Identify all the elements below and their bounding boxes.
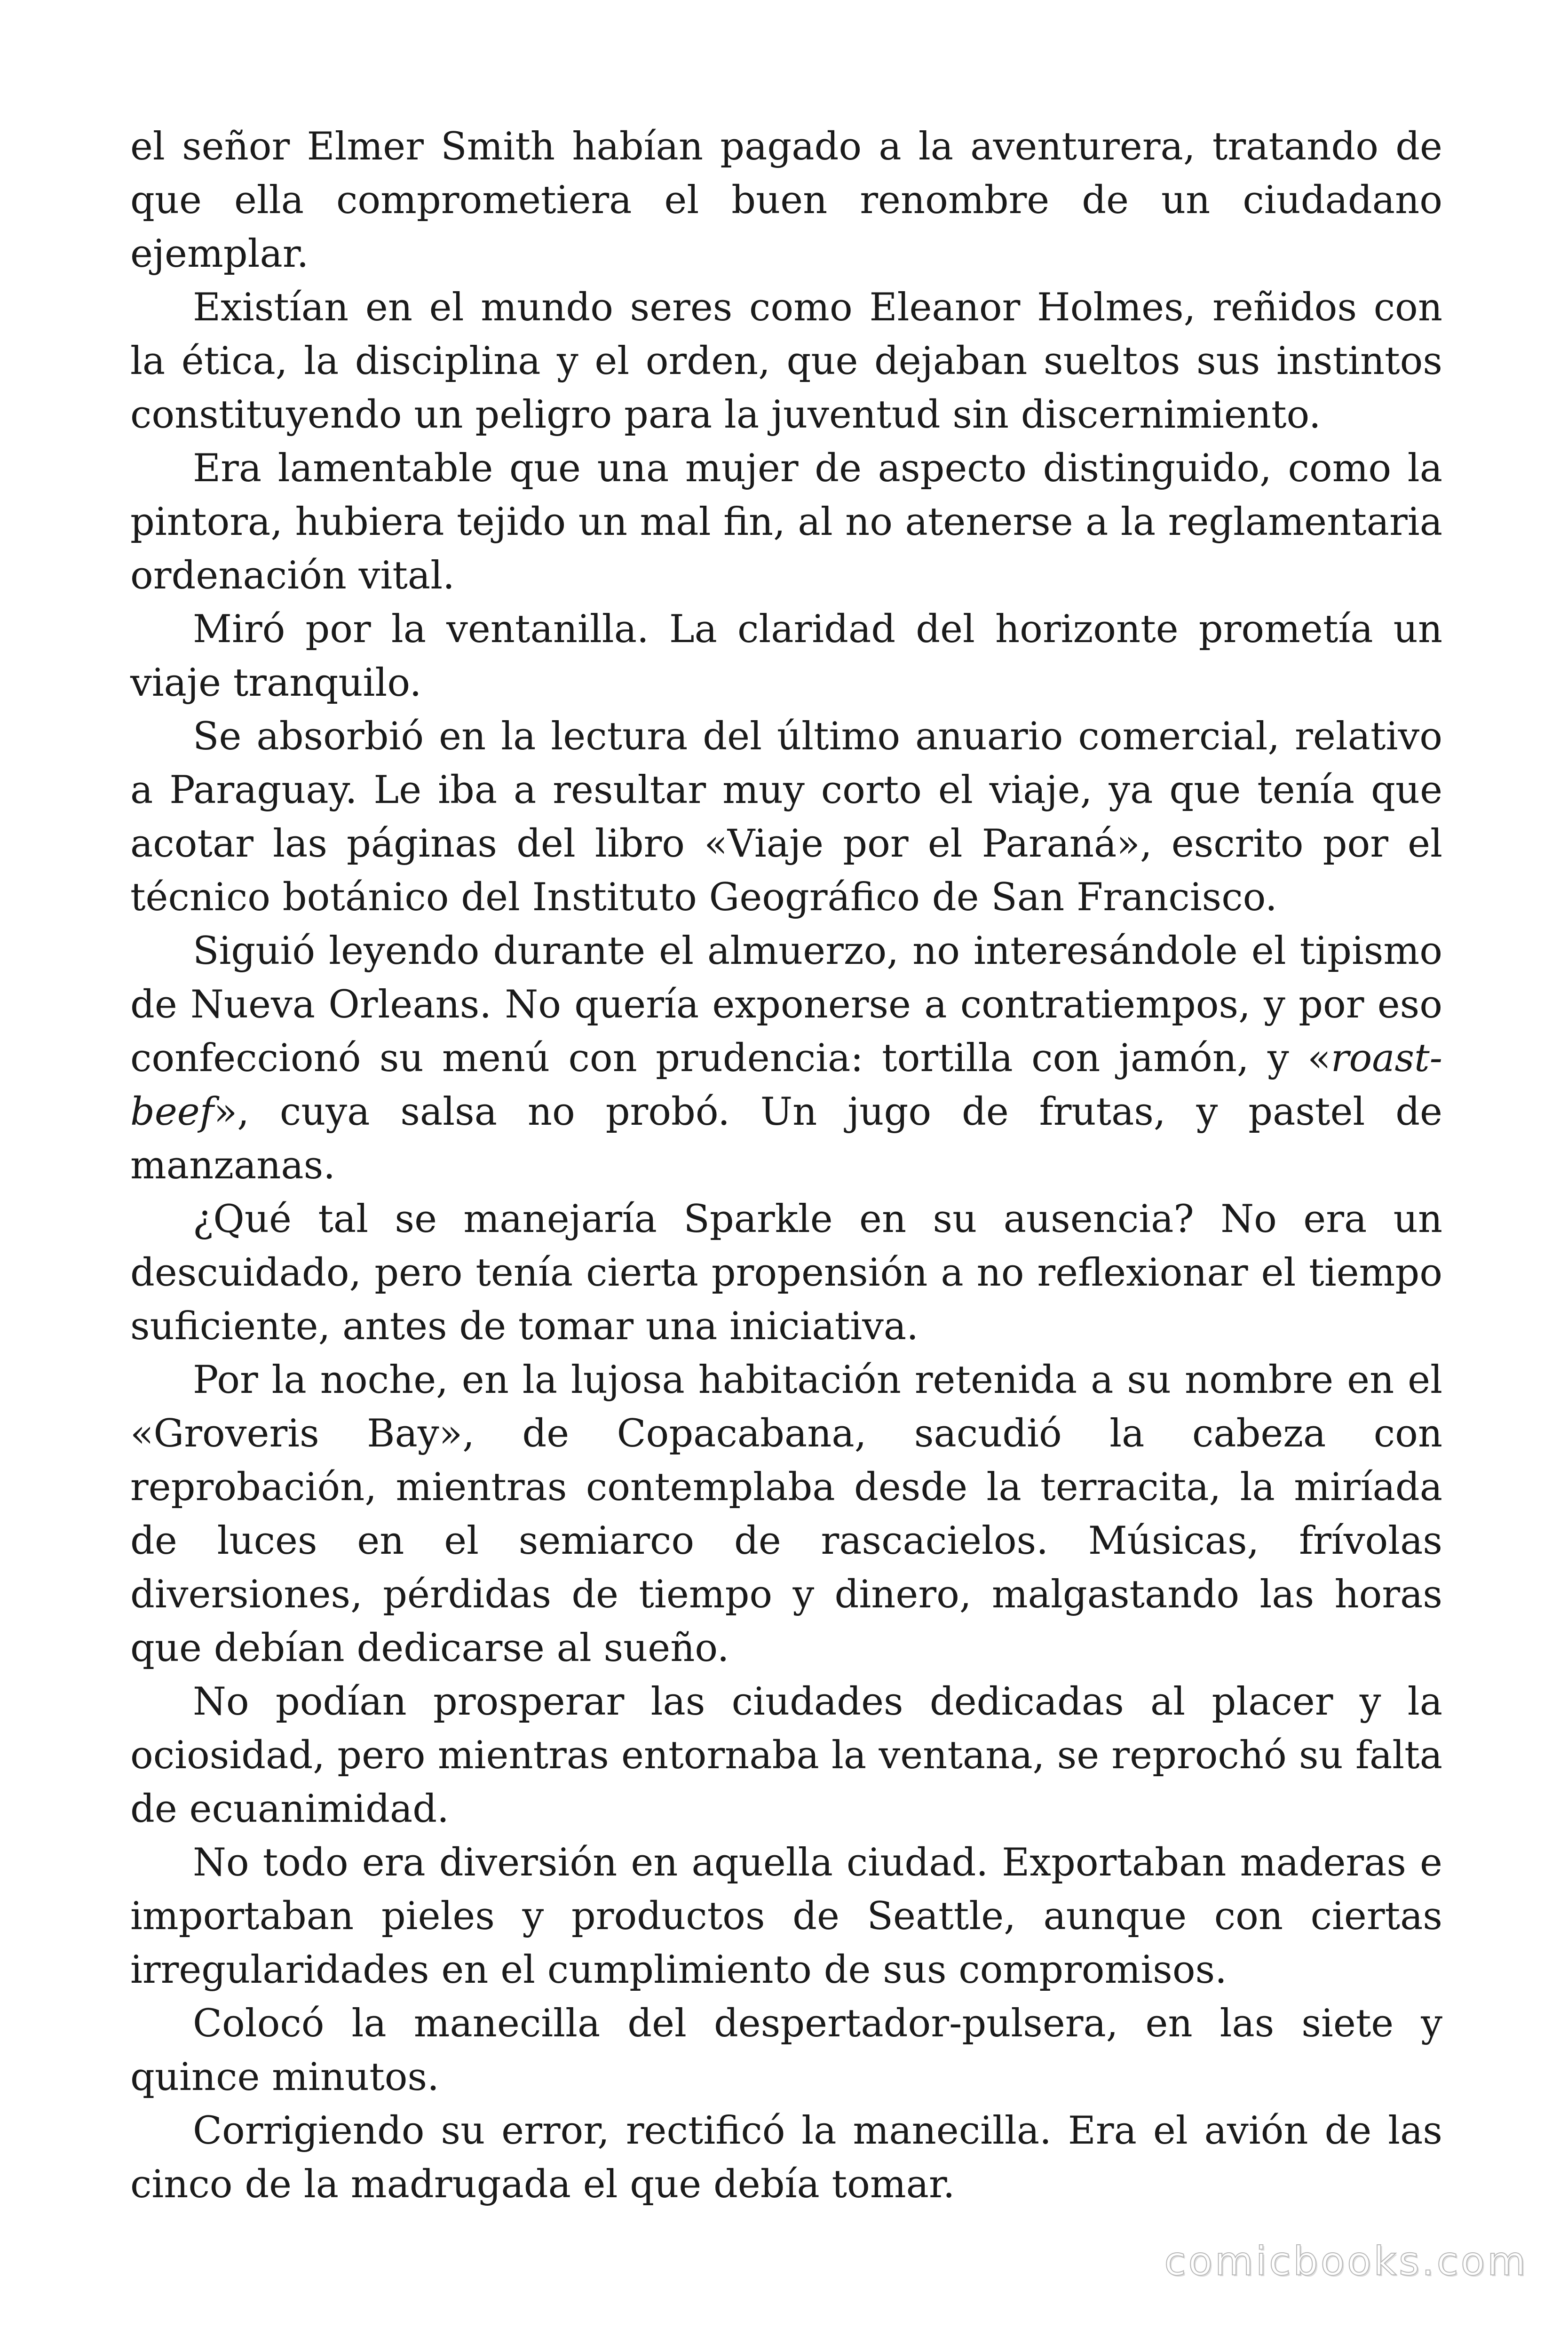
paragraph: Colocó la manecilla del despertador-pulsera, en las siete y quince minutos. bbox=[130, 2002, 1442, 2099]
paragraph: No todo era diversión en aquella ciudad. Exportaban maderas e importaban pieles y productos de Seattle, aunque con ciertas irregularidades en el cumplimiento de sus compromisos. bbox=[130, 1841, 1442, 1992]
paragraph: Era lamentable que una mujer de aspecto distinguido, como la pintora, hubiera tejido un mal fin, al no atenerse a la reglamentaria ordenación vital. bbox=[130, 446, 1442, 598]
paragraph-text: », cuya salsa no probó. Un jugo de frutas, y pastel de manzanas. bbox=[130, 1090, 1442, 1188]
paragraph-text: Siguió leyendo durante el almuerzo, no interesándole el tipismo de Nueva Orleans. No quería exponerse a contratiempos, y por eso confeccionó su menú con prudencia: tortilla con jamón, y « bbox=[130, 929, 1442, 1081]
watermark: comicbooks.com bbox=[1164, 2238, 1528, 2284]
italic-term: roast-beef bbox=[130, 1036, 1442, 1134]
paragraph-lunch bbox=[130, 924, 1442, 1192]
paragraph: No podían prosperar las ciudades dedicadas al placer y la ociosidad, pero mientras entornaba la ventana, se reprochó su falta de ecuanimidad. bbox=[130, 1680, 1442, 1831]
paragraph: Miró por la ventanilla. La claridad del horizonte prometía un viaje tranquilo. bbox=[130, 607, 1442, 705]
paragraph: Corrigiendo su error, rectificó la manecilla. Era el avión de las cinco de la madrugada el que debía tomar. bbox=[130, 2109, 1442, 2207]
paragraph: Por la noche, en la lujosa habitación retenida a su nombre en el «Groveris Bay», de Copacabana, sacudió la cabeza con reprobación, mientras contemplaba desde la terracita, la miríada de luces en el semiarco de rascacielos. Músicas, frívolas diversiones, pérdidas de tiempo y dinero, malgastando las horas que debían dedicarse al sueño. bbox=[130, 1358, 1442, 1670]
page-text bbox=[130, 120, 1442, 2211]
paragraph: Existían en el mundo seres como Eleanor Holmes, reñidos con la ética, la disciplina y el orden, que dejaban sueltos sus instintos constituyendo un peligro para la juventud sin discernimiento. bbox=[130, 286, 1442, 437]
paragraph: ¿Qué tal se manejaría Sparkle en su ausencia? No era un descuidado, pero tenía cierta propensión a no reflexionar el tiempo suficiente, antes de tomar una iniciativa. bbox=[130, 1197, 1442, 1349]
paragraph: Se absorbió en la lectura del último anuario comercial, relativo a Paraguay. Le iba a resultar muy corto el viaje, ya que tenía que acotar las páginas del libro «Viaje por el Paraná», escrito por el técnico botánico del Instituto Geográfico de San Francisco. bbox=[130, 715, 1442, 920]
paragraph: el señor Elmer Smith habían pagado a la aventurera, tratando de que ella comprometiera el buen renombre de un ciudadano ejemplar. bbox=[130, 125, 1442, 276]
